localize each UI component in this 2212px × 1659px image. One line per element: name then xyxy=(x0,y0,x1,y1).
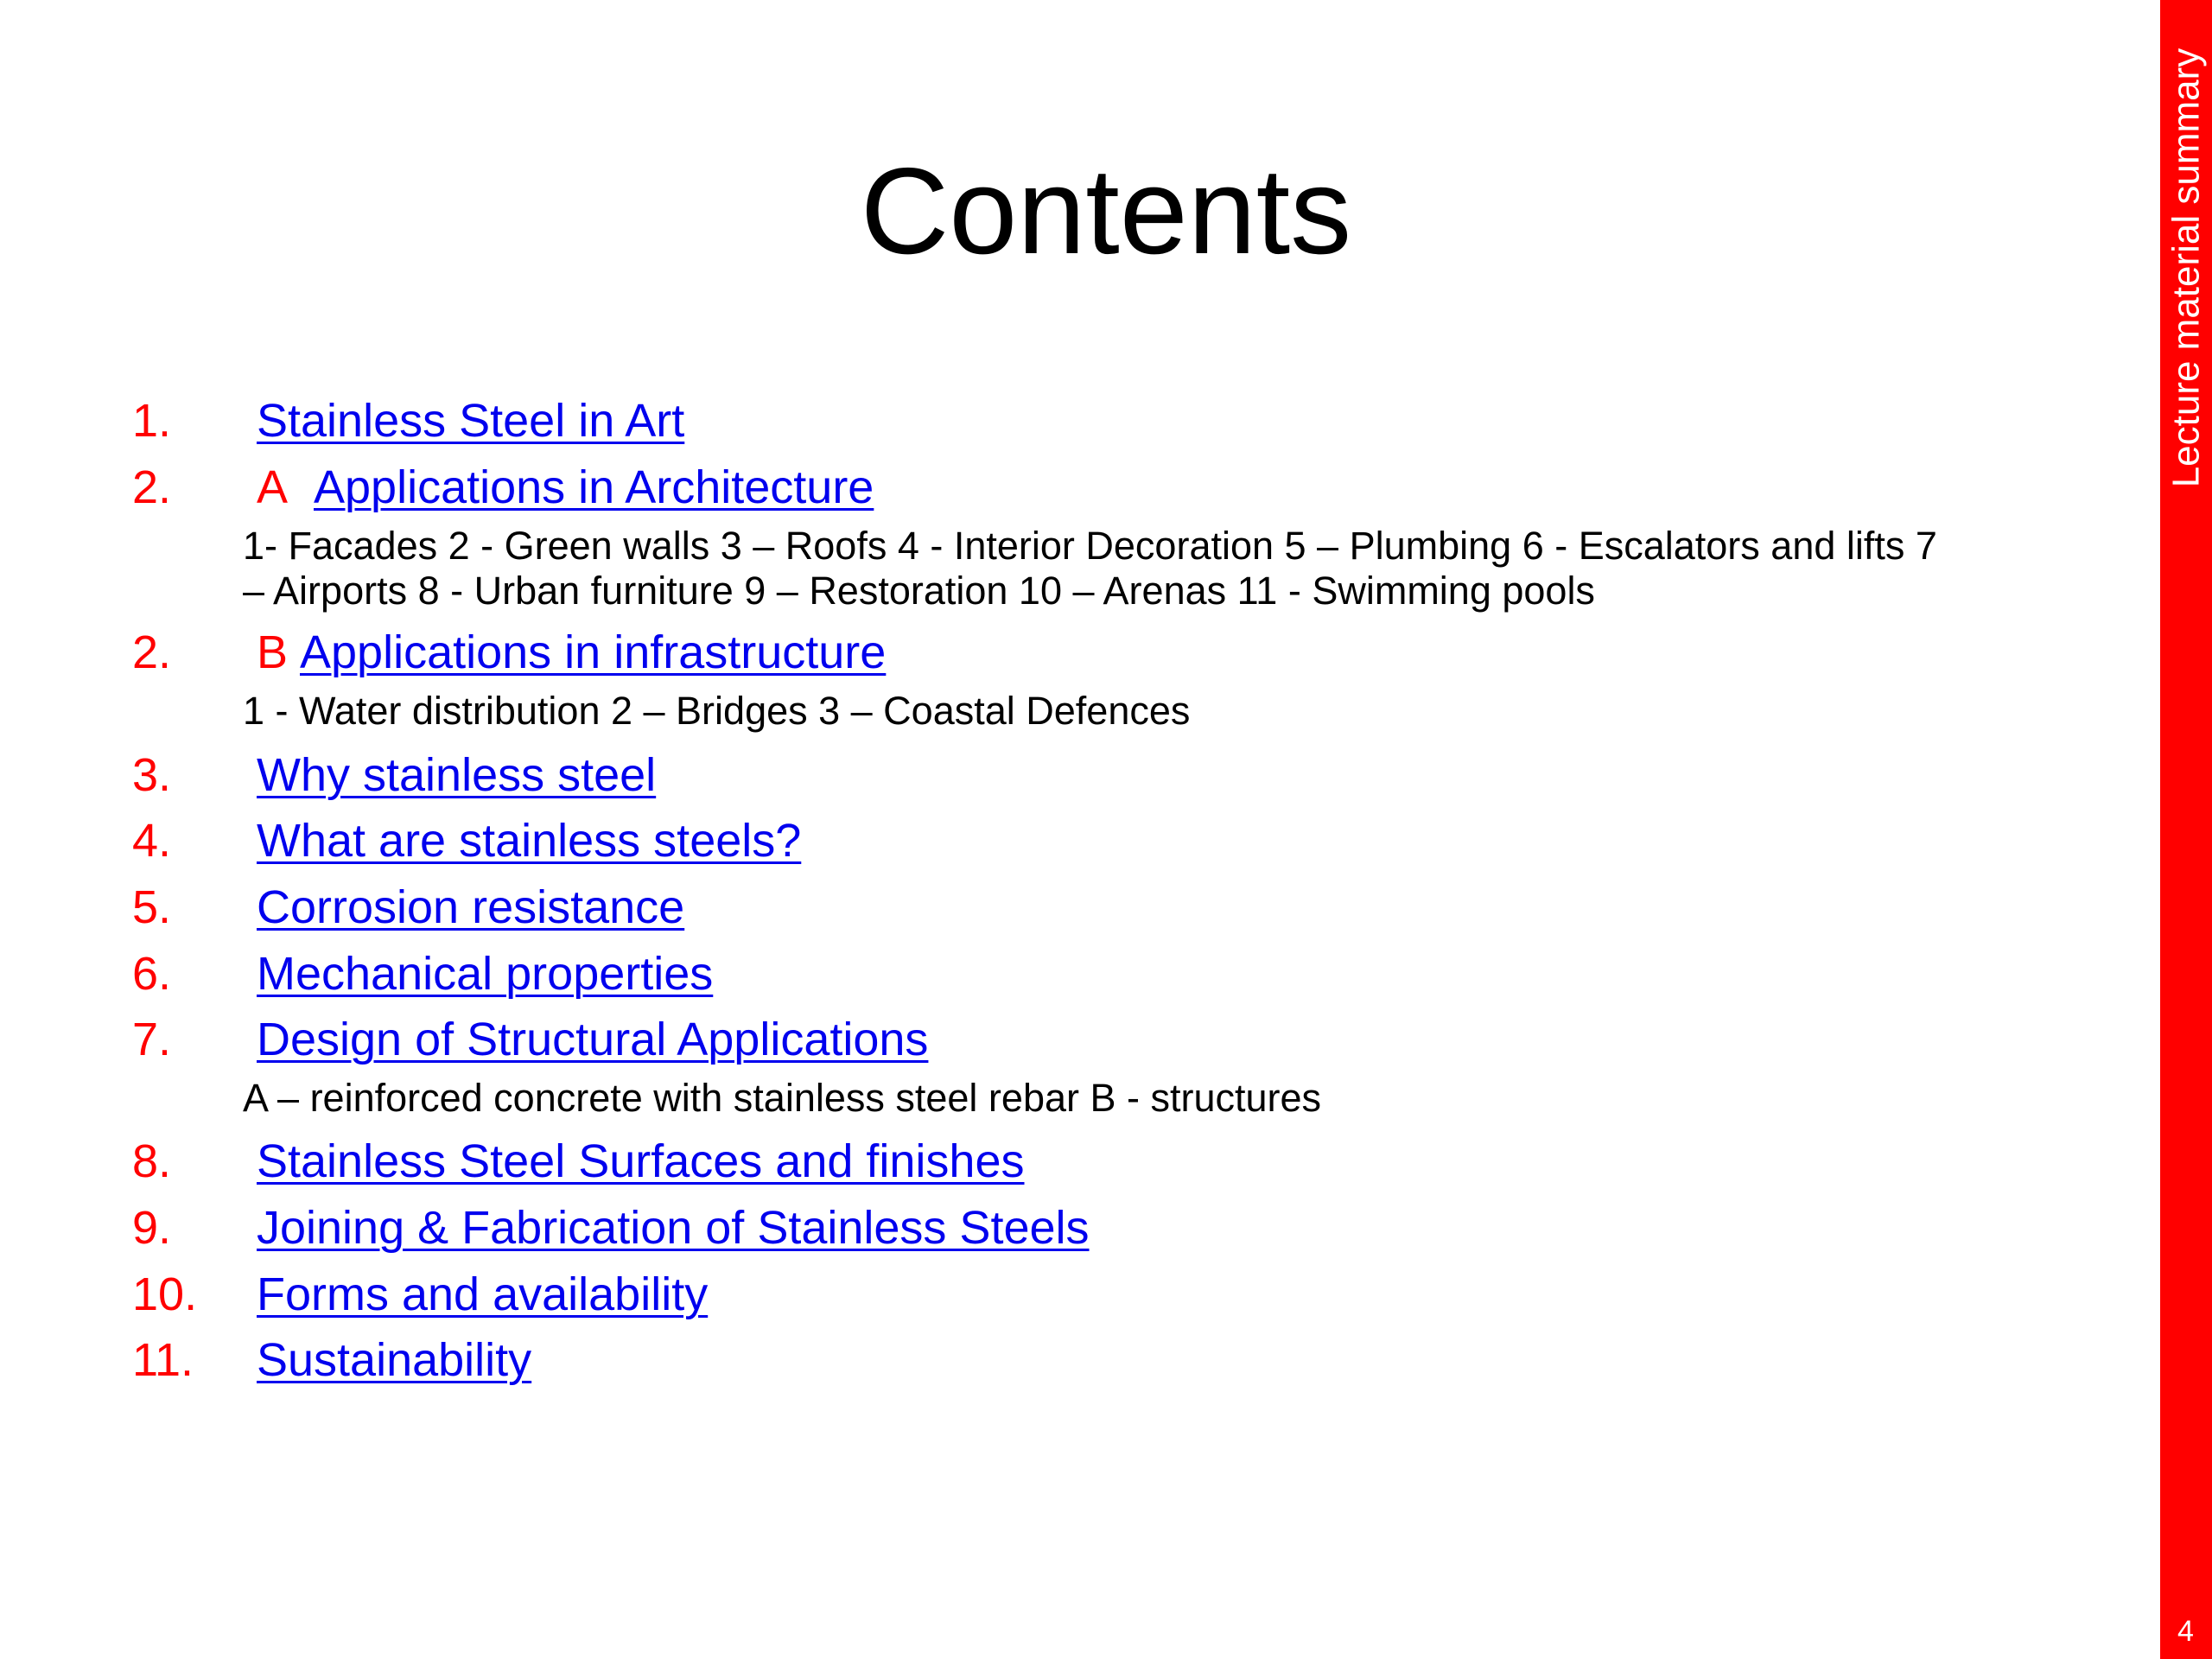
page-number: 4 xyxy=(2177,1615,2194,1648)
architecture-subtopics-line-2: – Airports 8 - Urban furniture 9 – Restoration 10 – Arenas 11 - Swimming pools xyxy=(243,569,1595,613)
toc-number: 10. xyxy=(132,1268,198,1320)
link-stainless-steel-in-art[interactable]: Stainless Steel in Art xyxy=(257,395,685,447)
architecture-subtopics-line-1: 1- Facades 2 - Green walls 3 – Roofs 4 - Interior Decoration 5 – Plumbing 6 - Escalators and lifts 7 xyxy=(243,524,1937,568)
toc-number: 1. xyxy=(132,395,172,447)
link-surfaces-and-finishes[interactable]: Stainless Steel Surfaces and finishes xyxy=(257,1135,1025,1187)
link-applications-in-architecture[interactable]: Applications in Architecture xyxy=(314,461,874,513)
link-mechanical-properties[interactable]: Mechanical properties xyxy=(257,948,714,1000)
toc-letter: B xyxy=(257,626,289,678)
toc-number: 8. xyxy=(132,1135,172,1187)
toc-number: 11. xyxy=(132,1334,194,1386)
structural-subtopics: A – reinforced concrete with stainless steel rebar B - structures xyxy=(243,1076,1322,1120)
sidebar-label-text: Lecture material summary xyxy=(2164,48,2208,488)
slide-title: Contents xyxy=(860,143,1352,280)
infrastructure-subtopics: 1 - Water distribution 2 – Bridges 3 – Coastal Defences xyxy=(243,689,1191,733)
toc-number: 9. xyxy=(132,1202,172,1254)
link-design-of-structural-applications[interactable]: Design of Structural Applications xyxy=(257,1014,929,1065)
link-joining-and-fabrication[interactable]: Joining & Fabrication of Stainless Steels xyxy=(257,1202,1090,1254)
toc-number: 7. xyxy=(132,1014,172,1065)
sidebar-label xyxy=(2160,0,2212,536)
link-applications-in-infrastructure[interactable]: Applications in infrastructure xyxy=(300,626,887,678)
toc-number: 3. xyxy=(132,749,172,801)
toc-number: 5. xyxy=(132,881,172,933)
link-corrosion-resistance[interactable]: Corrosion resistance xyxy=(257,881,685,933)
link-sustainability[interactable]: Sustainability xyxy=(257,1334,532,1386)
link-forms-and-availability[interactable]: Forms and availability xyxy=(257,1268,709,1320)
toc-number: 2. xyxy=(132,626,172,678)
toc-number: 2. xyxy=(132,461,172,513)
link-why-stainless-steel[interactable]: Why stainless steel xyxy=(257,749,657,801)
toc-number: 6. xyxy=(132,948,172,1000)
toc-number: 4. xyxy=(132,815,172,867)
toc-letter: A xyxy=(257,461,289,513)
link-what-are-stainless-steels[interactable]: What are stainless steels? xyxy=(257,815,802,867)
